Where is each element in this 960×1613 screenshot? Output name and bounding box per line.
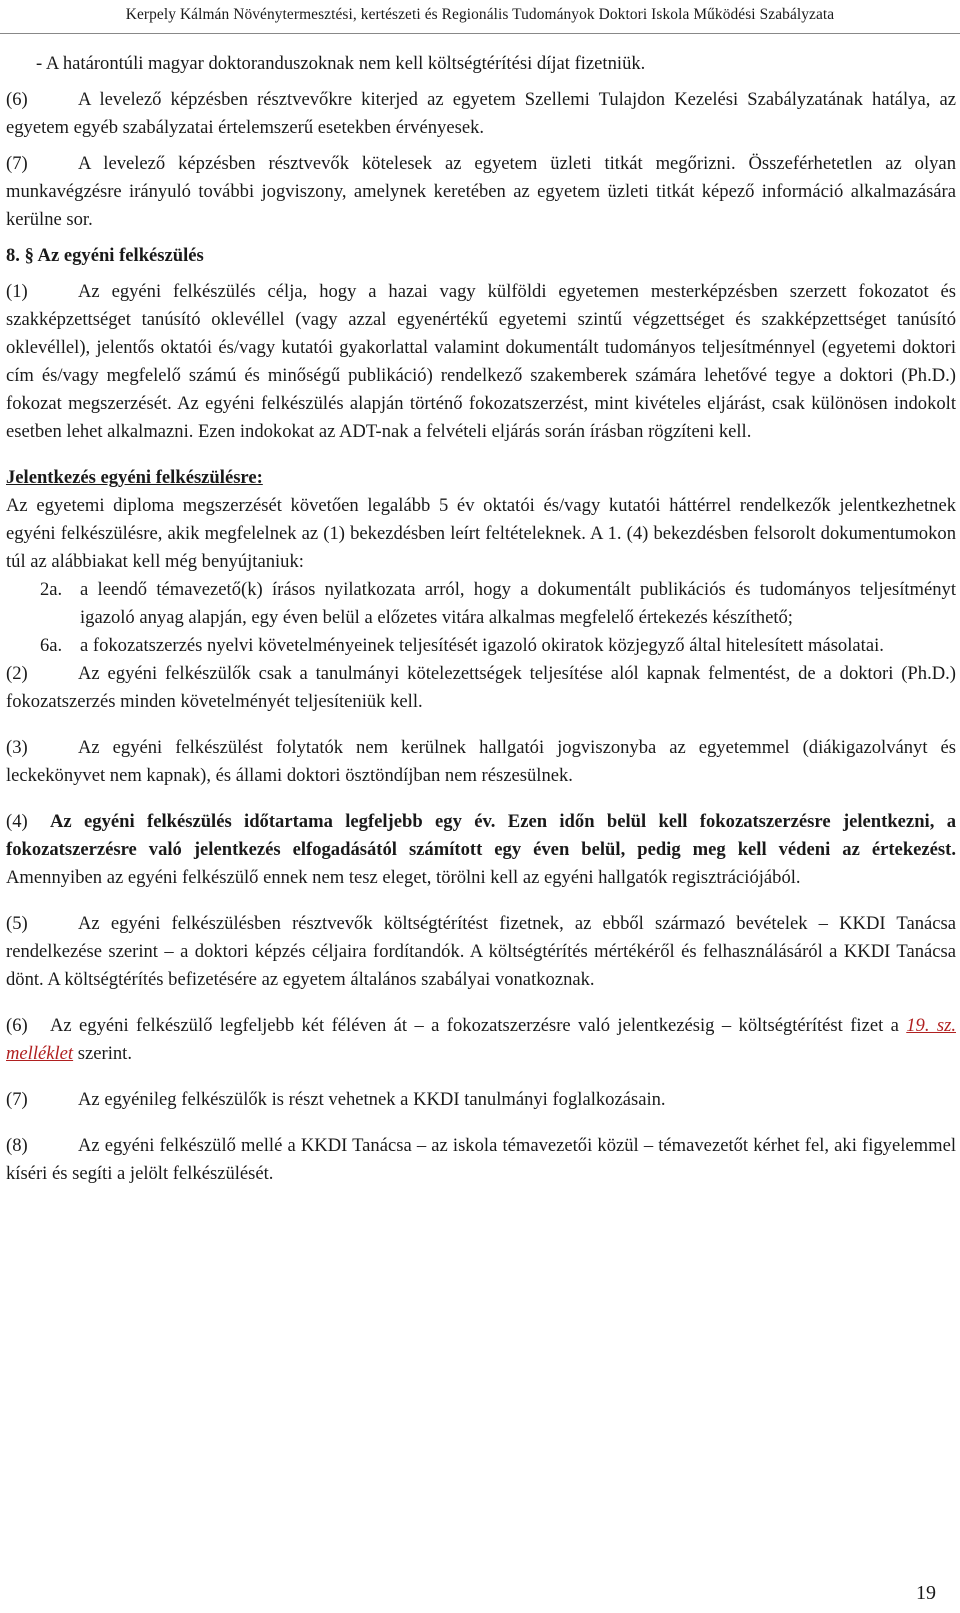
duration-rule-bold: Az egyéni felkészülés időtartama legfeljebb egy év. Ezen időn belül kell fokozatszerzésre jelentkezni, a fokozatszerzésre való jelentkezés elfogadásától számított egy éven belül, pedig meg kell védeni az értekezést.	[6, 811, 956, 860]
section-paragraph-4	[6, 808, 956, 892]
application-text: Az egyetemi diploma megszerzését követően legalább 5 év oktatói és/vagy kutatói háttérrel rendelkezők jelentkezhetnek egyéni felkészülésre, akik megfelelnek az (1) bekezdésben leírt feltételeknek. A 1. (4) bekezdésben felsorolt dokumentumokon túl az alábbiakat kell még benyújtaniuk:	[6, 495, 956, 572]
paragraph-text: A levelező képzésben résztvevők kötelesek az egyetem üzleti titkát megőrizni. Összeférhetetlen az olyan munkavégzésre irányuló további jogviszony, amelynek keretében az egyetem üzleti titkát képező információ alkalmazására kerülne sor.	[6, 153, 956, 230]
paragraph-text: Az egyénileg felkészülők is részt vehetnek a KKDI tanulmányi foglalkozásain.	[78, 1089, 666, 1110]
document-body	[6, 50, 956, 1188]
list-item-label: 2a.	[40, 579, 63, 600]
section-paragraph-2	[6, 660, 956, 716]
paragraph-text: Az egyéni felkészülő legfeljebb két féléven át – a fokozatszerzésre való jelentkezésig – költségtérítést fizet a	[50, 1015, 907, 1036]
paragraph-text: Az egyéni felkészülés célja, hogy a hazai vagy külföldi egyetemen mesterképzésben szerzett fokozatot és szakképzettséget tanúsító oklevéllel (vagy azzal egyenértékű egyetemi szintű végzettséget és szakképzettséget tanúsító oklevéllel), jelentős oktatói és/vagy kutatói gyakorlattal valamint dokumentált tudományos teljesítménnyel (egyetemi doktori cím és/vagy megfelelő számú és minőségű publikáció) rendelkező szakemberek számára lehetővé tegye a doktori (Ph.D.) fokozat megszerzését. Az egyéni felkészülés alapján történő fokozatszerzést, mint kivételes eljárást, csak különösen indokolt esetben lehet alkalmazni. Ezen indokokat az ADT-nak a felvételi eljárás során írásban rögzíteni kell.	[6, 281, 956, 442]
list-item	[6, 632, 956, 660]
paragraph-number: (8)	[6, 1135, 28, 1156]
paragraph-text: Az egyéni felkészülő mellé a KKDI Tanácsa – az iskola témavezetői közül – témavezetőt kérhet fel, aki figyelemmel kíséri és segíti a jelölt felkészülését.	[6, 1135, 956, 1184]
section-paragraph-5	[6, 910, 956, 994]
list-item-label: 6a.	[40, 635, 63, 656]
section-paragraph-3	[6, 734, 956, 790]
paragraph-number: (1)	[6, 281, 28, 302]
list-item	[6, 576, 956, 632]
paragraph-text: Az egyéni felkészülők csak a tanulmányi kötelezettségek teljesítése alól kapnak felmentést, de a doktori (Ph.D.) fokozatszerzés minden követelményét teljesíteniük kell.	[6, 663, 956, 712]
paragraph-number: (7)	[6, 1089, 28, 1110]
paragraph-number: (5)	[6, 913, 28, 934]
paragraph-number: (3)	[6, 737, 28, 758]
annex-reference-link[interactable]: 19. sz. melléklet	[6, 1015, 956, 1064]
paragraph-6	[6, 86, 956, 142]
paragraph-text: Az egyéni felkészülésben résztvevők költségtérítést fizetnek, az ebből származó bevételek – KKDI Tanácsa rendelkezése szerint – a doktori képzés céljaira fordítandók. A költségtérítés mértékéről és felhasználásáról a KKDI Tanácsa dönt. A költségtérítés befizetésére az egyetem általános szabályai vonatkoznak.	[6, 913, 956, 990]
paragraph-text-end: szerint.	[73, 1043, 132, 1064]
application-heading: Jelentkezés egyéni felkészülésre:	[6, 467, 263, 488]
paragraph-number: (7)	[6, 153, 28, 174]
paragraph-number: (2)	[6, 663, 28, 684]
paragraph-number: (6)	[6, 1015, 28, 1036]
paragraph-number: (6)	[6, 89, 28, 110]
paragraph-text: A levelező képzésben résztvevőkre kiterjed az egyetem Szellemi Tulajdon Kezelési Szabályzatának hatálya, az egyetem egyéb szabályzatai értelemszerű esetekben érvényesek.	[6, 89, 956, 138]
paragraph-text: Az egyéni felkészülést folytatók nem kerülnek hallgatói jogviszonyba az egyetemmel (diákigazolványt és leckekönyvet nem kapnak), és állami doktori ösztöndíjban nem részesülnek.	[6, 737, 956, 786]
paragraph-7	[6, 150, 956, 234]
paragraph-number: (4)	[6, 811, 28, 832]
section-paragraph-8	[6, 1132, 956, 1188]
list-item-text: a leendő témavezető(k) írásos nyilatkozata arról, hogy a dokumentált publikációs és tudományos teljesítményt igazoló anyag alapján, egy éven belül a előzetes vitára alkalmas megfelelő értekezés készíthető;	[80, 579, 956, 628]
section-heading: 8. § Az egyéni felkészülés	[6, 245, 204, 266]
page-header: Kerpely Kálmán Növénytermesztési, kertészeti és Regionális Tudományok Doktori Iskola Működési Szabályzata	[0, 0, 960, 34]
section-paragraph-1	[6, 278, 956, 446]
section-paragraph-6	[6, 1012, 956, 1068]
paragraph-text: Amennyiben az egyéni felkészülő ennek nem tesz eleget, törölni kell az egyéni hallgatók regisztrációjából.	[6, 867, 801, 888]
section-paragraph-7	[6, 1086, 956, 1114]
list-item-text: a fokozatszerzés nyelvi követelményeinek teljesítését igazoló okiratok közjegyző által hitelesített másolatai.	[80, 635, 884, 656]
page-number: 19	[916, 1582, 936, 1604]
paragraph-no-fee: - A határontúli magyar doktoranduszoknak nem kell költségtérítési díjat fizetniük.	[36, 53, 646, 74]
